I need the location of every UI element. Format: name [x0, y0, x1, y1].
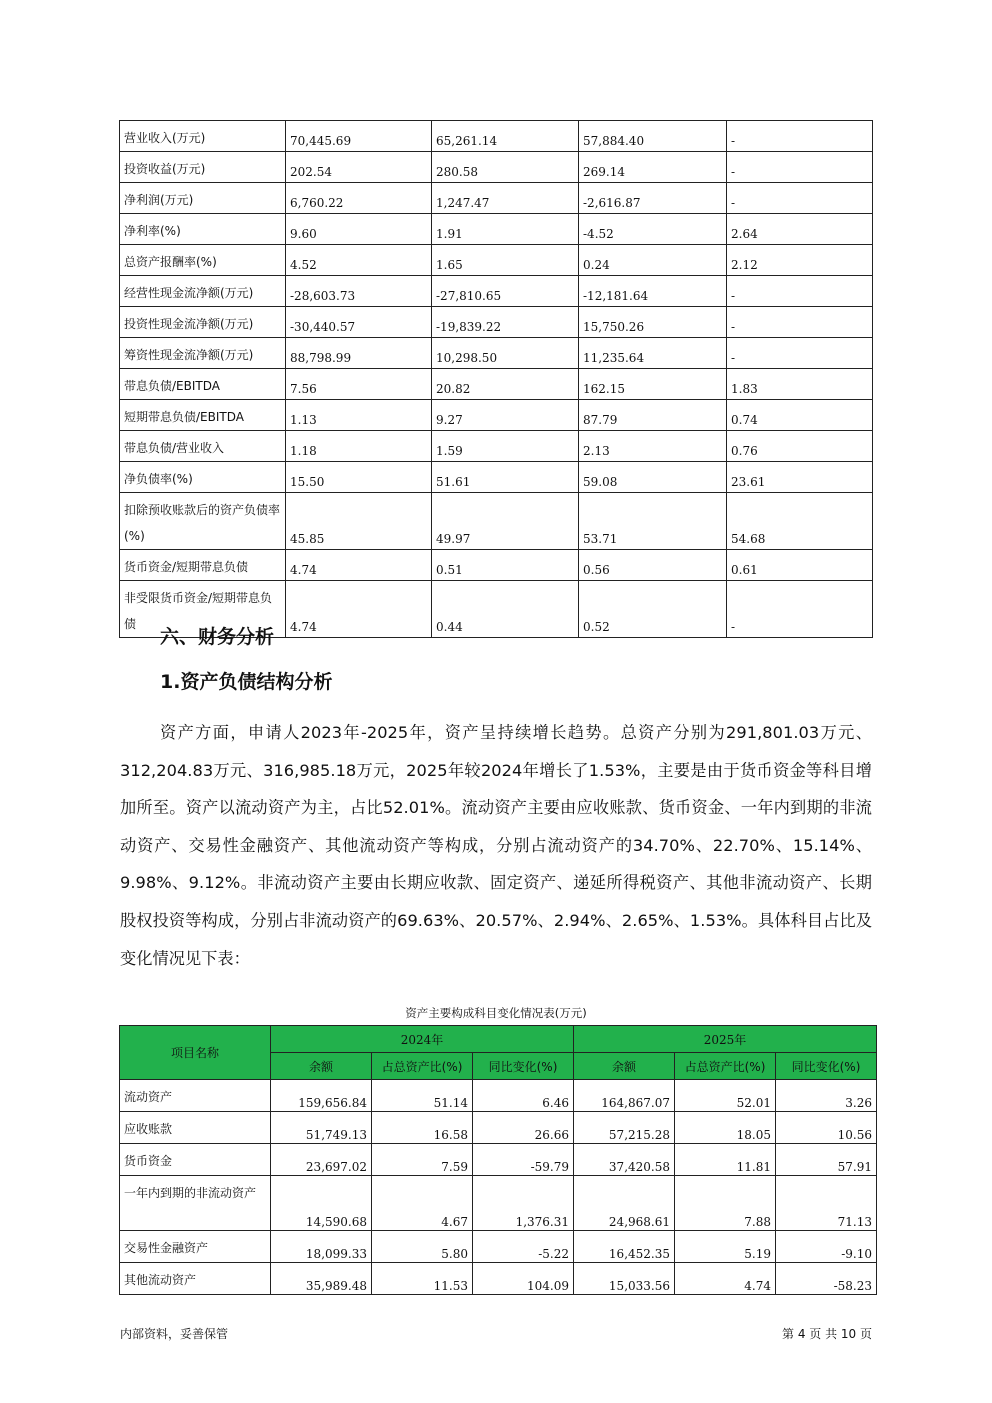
indicator-value: -2,616.87	[579, 183, 727, 214]
asset-item-name: 货币资金	[120, 1144, 271, 1176]
asset-value: -59.79	[473, 1144, 574, 1176]
table-row	[120, 183, 873, 214]
indicator-value: 15,750.26	[579, 307, 727, 338]
indicator-value: 0.56	[579, 550, 727, 581]
analysis-paragraph: 资产方面，申请人2023年-2025年，资产呈持续增长趋势。总资产分别为291,801.03万元、312,204.83万元、316,985.18万元，2025年较2024年增长了1.53%，主要是由于货币资金等科目增加所至。资产以流动资产为主，占比52.01%。流动资产主要由应收账款、货币资金、一年内到期的非流动资产、交易性金融资产、其他流动资产等构成，分别占流动资产的34.70%、22.70%、15.14%、9.98%、9.12%。非流动资产主要由长期应收款、固定资产、递延所得税资产、其他非流动资产、长期股权投资等构成，分别占非流动资产的69.63%、20.57%、2.94%、2.65%、1.53%。具体科目占比及变化情况见下表：	[120, 723, 872, 968]
indicator-value: 7.56	[286, 369, 432, 400]
indicator-label: 经营性现金流净额(万元)	[120, 276, 286, 307]
asset-value: 23,697.02	[271, 1144, 372, 1176]
asset-value: -58.23	[776, 1263, 877, 1295]
asset-item-name: 应收账款	[120, 1112, 271, 1144]
indicator-value: 54.68	[727, 493, 873, 550]
indicator-value: 9.27	[432, 400, 579, 431]
asset-value: 4.67	[372, 1176, 473, 1231]
table-row	[120, 462, 873, 493]
indicator-value: 9.60	[286, 214, 432, 245]
indicator-label: 扣除预收账款后的资产负债率(%)	[120, 493, 286, 550]
asset-value: 26.66	[473, 1112, 574, 1144]
indicator-value: 51.61	[432, 462, 579, 493]
indicator-label: 带息负债/营业收入	[120, 431, 286, 462]
table-row	[120, 1080, 877, 1112]
subheader-cell: 余额	[574, 1053, 675, 1080]
indicator-value: 1,247.47	[432, 183, 579, 214]
asset-value: -5.22	[473, 1231, 574, 1263]
indicator-value: 45.85	[286, 493, 432, 550]
indicator-value: 0.24	[579, 245, 727, 276]
table-row	[120, 307, 873, 338]
section-heading: 六、财务分析	[160, 626, 275, 648]
indicator-value: 59.08	[579, 462, 727, 493]
asset-value: 52.01	[675, 1080, 776, 1112]
indicator-label: 短期带息负债/EBITDA	[120, 400, 286, 431]
indicator-value: -	[727, 121, 873, 152]
indicator-value: 6,760.22	[286, 183, 432, 214]
asset-value: 57,215.28	[574, 1112, 675, 1144]
asset-value: 10.56	[776, 1112, 877, 1144]
table-row	[120, 369, 873, 400]
subheader-cell: 占总资产比(%)	[675, 1053, 776, 1080]
asset-value: 159,656.84	[271, 1080, 372, 1112]
indicator-value: -	[727, 276, 873, 307]
indicator-value: 15.50	[286, 462, 432, 493]
indicator-value: 0.74	[727, 400, 873, 431]
indicator-value: 4.52	[286, 245, 432, 276]
indicator-value: 2.12	[727, 245, 873, 276]
indicator-value: -	[727, 152, 873, 183]
sub-heading: 1.资产负债结构分析	[160, 671, 333, 693]
indicator-value: 65,261.14	[432, 121, 579, 152]
table-row	[120, 1263, 877, 1295]
table-row	[120, 1176, 877, 1231]
asset-structure-table	[119, 1025, 877, 1295]
col-year-2024: 2024年	[271, 1026, 574, 1053]
indicator-label: 净利润(万元)	[120, 183, 286, 214]
indicator-value: -12,181.64	[579, 276, 727, 307]
subheader-cell: 同比变化(%)	[776, 1053, 877, 1080]
asset-value: 164,867.07	[574, 1080, 675, 1112]
indicator-value: -28,603.73	[286, 276, 432, 307]
indicator-value: 23.61	[727, 462, 873, 493]
asset-value: 24,968.61	[574, 1176, 675, 1231]
indicator-value: -	[727, 307, 873, 338]
asset-item-name: 其他流动资产	[120, 1263, 271, 1295]
indicator-label: 净负债率(%)	[120, 462, 286, 493]
asset-value: 6.46	[473, 1080, 574, 1112]
asset-value: 71.13	[776, 1176, 877, 1231]
table-row	[120, 1112, 877, 1144]
indicator-label: 非受限货币资金/短期带息负债	[120, 581, 286, 638]
indicator-value: 0.51	[432, 550, 579, 581]
table-row	[120, 276, 873, 307]
table-row	[120, 1144, 877, 1176]
asset-value: 7.88	[675, 1176, 776, 1231]
asset-value: 1,376.31	[473, 1176, 574, 1231]
indicator-value: 280.58	[432, 152, 579, 183]
indicator-value: 1.59	[432, 431, 579, 462]
table-row	[120, 400, 873, 431]
indicator-value: 202.54	[286, 152, 432, 183]
asset-value: 18.05	[675, 1112, 776, 1144]
subheader-cell: 余额	[271, 1053, 372, 1080]
indicator-value: 162.15	[579, 369, 727, 400]
indicator-label: 总资产报酬率(%)	[120, 245, 286, 276]
asset-value: 7.59	[372, 1144, 473, 1176]
indicator-label: 带息负债/EBITDA	[120, 369, 286, 400]
table-header-row	[120, 1026, 877, 1053]
table-caption: 资产主要构成科目变化情况表(万元)	[405, 1006, 587, 1020]
table-row	[120, 431, 873, 462]
asset-value: 15,033.56	[574, 1263, 675, 1295]
indicator-value: 1.18	[286, 431, 432, 462]
indicator-value: 0.44	[432, 581, 579, 638]
indicator-label: 营业收入(万元)	[120, 121, 286, 152]
asset-value: 3.26	[776, 1080, 877, 1112]
indicator-value: -27,810.65	[432, 276, 579, 307]
indicator-value: 0.76	[727, 431, 873, 462]
table-row	[120, 1231, 877, 1263]
financial-indicators-table	[119, 120, 873, 638]
table-row	[120, 245, 873, 276]
indicator-label: 净利率(%)	[120, 214, 286, 245]
table-row	[120, 214, 873, 245]
indicator-value: 1.83	[727, 369, 873, 400]
asset-value: 51.14	[372, 1080, 473, 1112]
asset-value: 4.74	[675, 1263, 776, 1295]
indicator-value: 1.13	[286, 400, 432, 431]
indicator-value: 87.79	[579, 400, 727, 431]
indicator-value: 4.74	[286, 581, 432, 638]
indicator-value: 10,298.50	[432, 338, 579, 369]
col-item-name: 项目名称	[120, 1026, 271, 1080]
indicator-value: 0.52	[579, 581, 727, 638]
footer-page-number: 第 4 页 共 10 页	[782, 1327, 872, 1341]
asset-value: 16,452.35	[574, 1231, 675, 1263]
asset-value: 11.53	[372, 1263, 473, 1295]
table-row	[120, 152, 873, 183]
asset-item-name: 交易性金融资产	[120, 1231, 271, 1263]
indicator-value: -30,440.57	[286, 307, 432, 338]
indicator-value: -	[727, 338, 873, 369]
subheader-cell: 占总资产比(%)	[372, 1053, 473, 1080]
indicator-label: 投资性现金流净额(万元)	[120, 307, 286, 338]
indicator-label: 投资收益(万元)	[120, 152, 286, 183]
asset-value: 37,420.58	[574, 1144, 675, 1176]
indicator-value: 0.61	[727, 550, 873, 581]
indicator-value: 1.65	[432, 245, 579, 276]
indicator-value: 269.14	[579, 152, 727, 183]
asset-value: 18,099.33	[271, 1231, 372, 1263]
indicator-value: -	[727, 183, 873, 214]
asset-value: 16.58	[372, 1112, 473, 1144]
asset-value: 104.09	[473, 1263, 574, 1295]
asset-value: 5.80	[372, 1231, 473, 1263]
subheader-cell: 同比变化(%)	[473, 1053, 574, 1080]
indicator-label: 货币资金/短期带息负债	[120, 550, 286, 581]
footer-confidential: 内部资料，妥善保管	[120, 1327, 229, 1341]
col-year-2025: 2025年	[574, 1026, 877, 1053]
indicator-value: 57,884.40	[579, 121, 727, 152]
asset-value: -9.10	[776, 1231, 877, 1263]
indicator-value: 88,798.99	[286, 338, 432, 369]
asset-value: 11.81	[675, 1144, 776, 1176]
indicator-value: 70,445.69	[286, 121, 432, 152]
asset-value: 57.91	[776, 1144, 877, 1176]
asset-value: 35,989.48	[271, 1263, 372, 1295]
asset-value: 14,590.68	[271, 1176, 372, 1231]
asset-value: 5.19	[675, 1231, 776, 1263]
indicator-label: 筹资性现金流净额(万元)	[120, 338, 286, 369]
indicator-value: 4.74	[286, 550, 432, 581]
indicator-value: -	[727, 581, 873, 638]
table-row	[120, 550, 873, 581]
indicator-value: -19,839.22	[432, 307, 579, 338]
indicator-value: 53.71	[579, 493, 727, 550]
indicator-value: 2.64	[727, 214, 873, 245]
asset-item-name: 流动资产	[120, 1080, 271, 1112]
indicator-value: 11,235.64	[579, 338, 727, 369]
indicator-value: 20.82	[432, 369, 579, 400]
table-row	[120, 493, 873, 550]
asset-value: 51,749.13	[271, 1112, 372, 1144]
table-row	[120, 338, 873, 369]
table-row	[120, 121, 873, 152]
indicator-value: 2.13	[579, 431, 727, 462]
indicator-value: 49.97	[432, 493, 579, 550]
indicator-value: 1.91	[432, 214, 579, 245]
indicator-value: -4.52	[579, 214, 727, 245]
asset-item-name: 一年内到期的非流动资产	[120, 1176, 271, 1231]
